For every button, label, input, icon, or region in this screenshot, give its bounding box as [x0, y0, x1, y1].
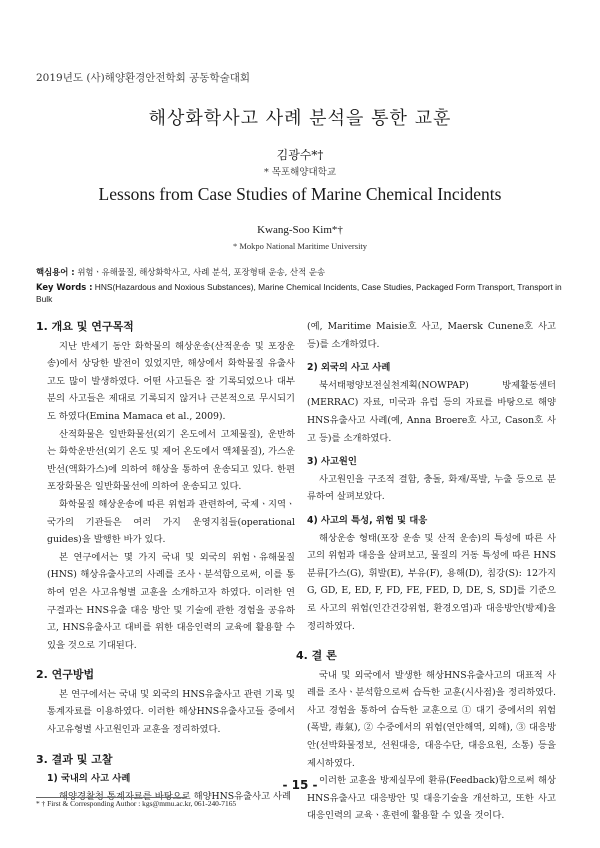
- section-4-heading: 4. 결 론: [296, 649, 337, 663]
- section-3-paragraph: 북서태평양보전실천계획(NOWPAP) 방제활동센터(MERRAC) 자료, 미국과 유럽 등의 자료를 바탕으로 해양HNS유출사고 사례(예, Anna Broere호 사고, Cason호 사고 등)를 소개하였다.: [307, 379, 556, 444]
- section-1-paragraph: 산적화물은 일반화물선(외기 온도에서 고체물질), 운반하는 화학운반선(외기 온도 및 제어 온도에서 액체물질), 가스운반선(액화가스)에 의하여 해상을 통하여 운송되고 있다. 한편 포장화물은 일반화물선에 의하여 운송되고 있다.: [47, 428, 295, 493]
- page-number: - 15 -: [282, 778, 318, 792]
- subsection-characteristics-heading: 4) 사고의 특성, 위험 및 대응: [307, 514, 428, 526]
- section-4-paragraph: 국내 및 외국에서 발생한 해상HNS유출사고의 대표적 사례를 조사ㆍ분석함으로써 습득한 교훈(시사점)을 정리하였다. 사고 경험을 통하여 습득한 교훈으로 ① 대기 중에서의 위험(폭발, 毒氣), ② 수중에서의 위험(연안해역, 외해), ③ 대응방안(선박화물정보, 선원대응, 대응수단, 대응요원, 소통) 등을 제시하였다.: [307, 669, 556, 769]
- section-3-paragraph: 사고원인을 구조적 결함, 충돌, 화재/폭발, 누출 등으로 분류하여 살펴보았다.: [307, 473, 556, 503]
- affiliation-korean: * 목포해양대학교: [263, 167, 336, 178]
- subsection-cause-heading: 3) 사고원인: [307, 456, 357, 468]
- section-3-paragraph: 해상운송 형태(포장 운송 및 산적 운송)의 특성에 따른 사고의 위험과 대응을 살펴보고, 물질의 거동 특성에 따른 HNS 분류[가스(G), 휘발(E), 부유(F), 용해(D), 침강(S): 12가지 G, GD, E, ED, F, FD, FE, FED, D, DE, S, SD]를 기준으로 사고의 위험(인간건강위험, 환경오염)과 대응방안(방제)을 정리하였다.: [307, 532, 556, 632]
- author-korean: 김광수*†: [276, 148, 324, 162]
- keywords-english-text: HNS(Hazardous and Noxious Substances), Marine Chemical Incidents, Case Studies, Packaged Form Transport, Transport in Bulk: [36, 282, 562, 304]
- footnote: * † First & Corresponding Author : kgs@mmu.ac.kr, 061-240-7165: [36, 799, 237, 808]
- title-english: Lessons from Case Studies of Marine Chemical Incidents: [98, 184, 502, 204]
- section-2-paragraph: 본 연구에서는 국내 및 외국의 HNS유출사고 관련 기록 및 통계자료를 이용하였다. 이러한 해상HNS유출사고들 중에서 사고유형별 사고원인과 교훈을 정리하였다.: [47, 688, 295, 736]
- section-4-paragraph: 이러한 교훈을 방제실무에 환류(Feedback)함으로써 해상HNS유출사고 대응방안 및 대응기술을 개선하고, 또한 사고 대응인력의 교육ㆍ훈련에 활용할 수 있을 것이다.: [307, 775, 556, 822]
- section-3-paragraph: (예, Maritime Maisie호 사고, Maersk Cunene호 사고 등)를 소개하였다.: [307, 321, 556, 350]
- affiliation-english: * Mokpo National Maritime University: [232, 241, 368, 251]
- section-1-heading: 1. 개요 및 연구목적: [36, 320, 134, 333]
- author-english: Kwang-Soo Kim*†: [257, 224, 343, 236]
- footnote-rule: [36, 797, 186, 798]
- section-1-paragraph: 화학물질 해상운송에 따른 위험과 관련하여, 국제ㆍ지역ㆍ국가의 기관들은 여러 가지 운영지침들(operational guides)을 발행한 바가 있다.: [47, 498, 295, 546]
- section-1-paragraph: 지난 반세기 동안 화학물의 해상운송(산적운송 및 포장운송)에서 상당한 발전이 있었지만, 해상에서 화학물질 유출사고도 많이 발생하였다. 어떤 사고들은 잘 기록되었으나 대부분의 사고들은 제대로 기록되지 않거나 근본적으로 무시되기도 하였다(Emina Mamaca et al., 2009).: [47, 340, 295, 422]
- section-1-paragraph: 본 연구에서는 몇 가지 국내 및 외국의 위험ㆍ유해물질(HNS) 해상유출사고의 사례를 조사ㆍ분석함으로써, 이를 통하여 얻은 사고유형별 교훈을 소개하고자 하였다. 이러한 연구결과는 HNS유출 대응 방안 및 기술에 관한 경험을 공유하고, HNS유출사고 대비를 위한 대응인력의 교육에 활용할 수 있을 것으로 기대된다.: [47, 551, 295, 651]
- section-3-heading: 3. 결과 및 고찰: [36, 752, 113, 766]
- keywords-korean-label: 핵심용어 :: [36, 267, 75, 277]
- keywords-korean-text: 위험ㆍ유해물질, 해상화학사고, 사례 분석, 포장형태 운송, 산적 운송: [77, 267, 326, 277]
- conference-header: 2019년도 (사)해양환경안전학회 공동학술대회: [36, 72, 251, 84]
- keywords-english-label: Key Words :: [36, 282, 93, 292]
- subsection-foreign-heading: 2) 외국의 사고 사례: [307, 362, 391, 374]
- subsection-domestic-heading: 1) 국내의 사고 사례: [47, 773, 131, 785]
- left-column: [36, 318, 295, 805]
- section-2-heading: 2. 연구방법: [36, 668, 95, 682]
- keywords-korean: [36, 266, 566, 278]
- section-3-paragraph: 해양경찰청 통계자료를 바탕으로 해양HNS유출사고 사례: [59, 790, 292, 802]
- keywords-english: [36, 281, 566, 305]
- title-korean: 해상화학사고 사례 분석을 통한 교훈: [148, 108, 452, 129]
